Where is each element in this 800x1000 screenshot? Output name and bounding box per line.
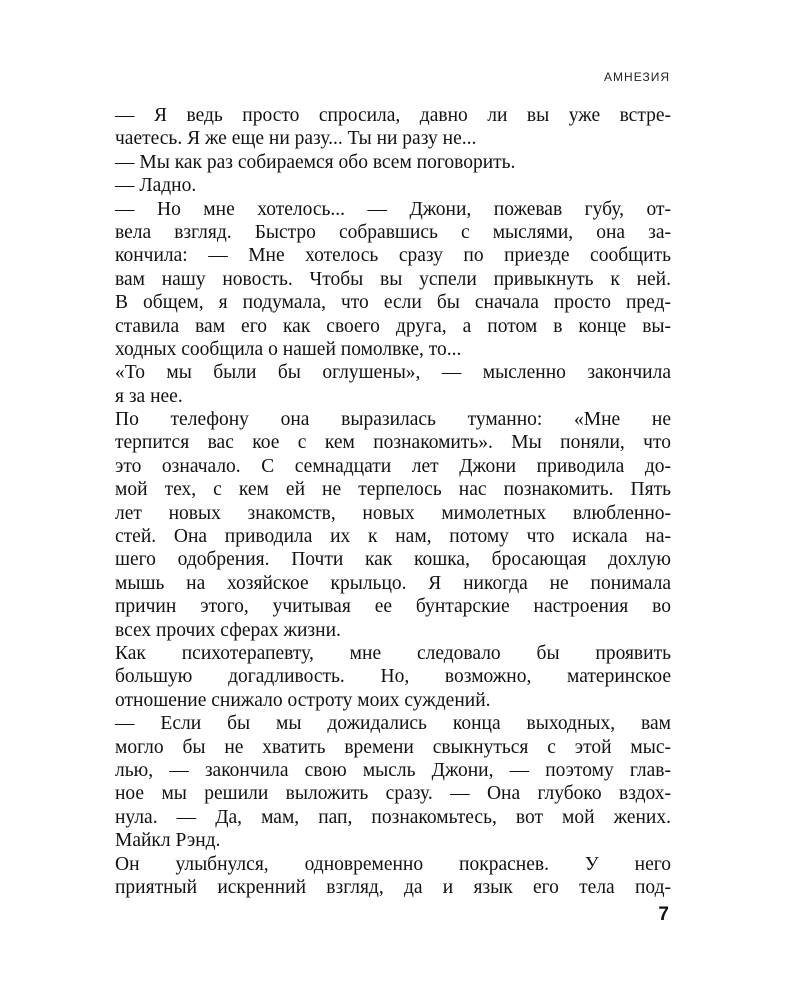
text-line: мышь на хозяйское крыльцо. Я никогда не понимала [115, 572, 671, 594]
text-line: я за нее. [115, 385, 183, 407]
text-line: большую догадливость. Но, возможно, материнское [115, 666, 671, 688]
text-line: кончила: — Мне хотелось сразу по приезде сообщить [115, 245, 671, 267]
text-line: стей. Она приводила их к нам, потому что искала на- [115, 526, 671, 548]
text-line: — Мы как раз собираемся обо всем поговорить. [115, 151, 516, 173]
text-line: — Ладно. [115, 175, 197, 197]
text-line: вела взгляд. Быстро собравшись с мыслями, она за- [115, 221, 671, 243]
page-number: 7 [658, 904, 669, 925]
body-text [115, 104, 671, 899]
text-line: нула. — Да, мам, пап, познакомьтесь, вот мой жених. [115, 806, 671, 828]
text-line: приятный искренний взгляд, да и язык его тела под- [115, 876, 671, 898]
text-line: лью, — закончила свою мысль Джони, — поэтому глав- [115, 759, 671, 781]
text-line: — Если бы мы дожидались конца выходных, вам [115, 713, 671, 735]
text-line: В общем, я подумала, что если бы сначала просто пред- [115, 292, 671, 314]
text-line: ставила вам его как своего друга, а потом в конце вы- [115, 315, 671, 337]
text-line: отношение снижало остроту моих суждений. [115, 689, 491, 711]
text-line: всех прочих сферах жизни. [115, 619, 341, 641]
text-line: мой тех, с кем ей не терпелось нас познакомить. Пять [115, 479, 671, 501]
text-line: могло бы не хватить времени свыкнуться с этой мыс- [115, 736, 671, 758]
text-line: Майкл Рэнд. [115, 830, 221, 852]
text-line: Как психотерапевту, мне следовало бы проявить [115, 642, 671, 664]
text-line: это означало. С семнадцати лет Джони приводила до- [115, 455, 671, 477]
text-line: причин этого, учитывая ее бунтарские настроения во [115, 596, 671, 618]
text-line: чаетесь. Я же еще ни разу... Ты ни разу не... [115, 128, 477, 150]
text-line: — Но мне хотелось... — Джони, пожевав губу, от- [115, 198, 671, 220]
text-line: вам нашу новость. Чтобы вы успели привыкнуть к ней. [115, 268, 671, 290]
text-line: терпится вас кое с кем познакомить». Мы поняли, что [115, 432, 671, 454]
text-line: ходных сообщила о нашей помолвке, то... [115, 338, 462, 360]
text-line: По телефону она выразилась туманно: «Мне не [115, 409, 671, 431]
text-line: «То мы были бы оглушены», — мысленно закончила [115, 362, 671, 384]
text-line: лет новых знакомств, новых мимолетных влюбленно- [115, 502, 671, 524]
text-line: ное мы решили выложить сразу. — Она глубоко вздох- [115, 783, 671, 805]
text-line: — Я ведь просто спросила, давно ли вы уже встре- [115, 105, 671, 126]
running-header: АМНЕЗИЯ [604, 70, 670, 84]
text-line: Он улыбнулся, одновременно покраснев. У него [115, 853, 671, 875]
text-line: шего одобрения. Почти как кошка, бросающая дохлую [115, 549, 671, 571]
